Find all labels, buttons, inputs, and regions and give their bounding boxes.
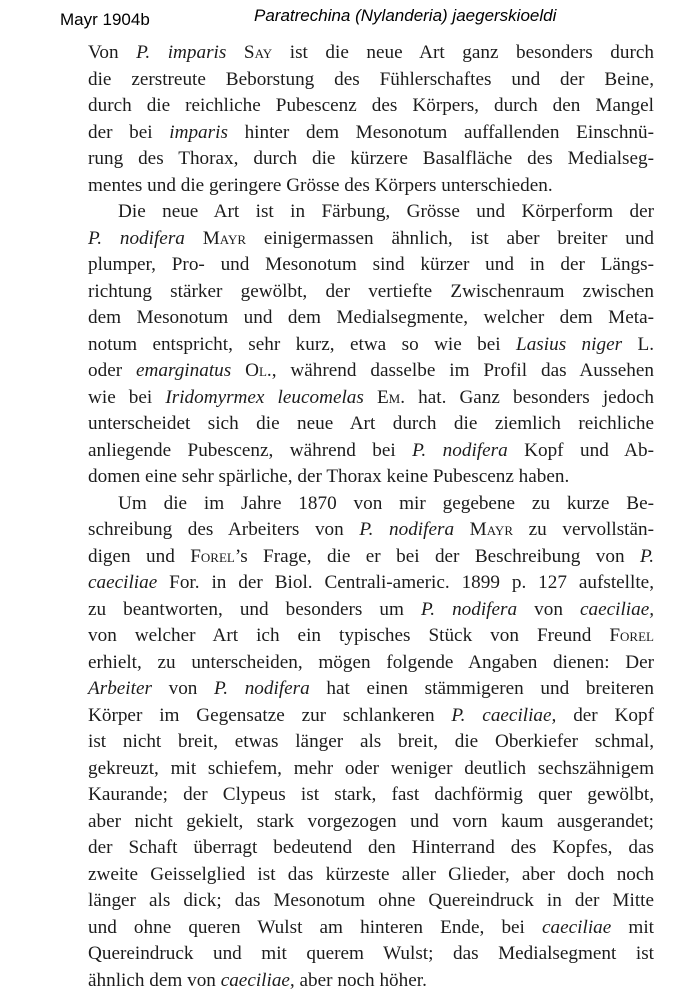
text-run: mit bbox=[611, 917, 654, 938]
text-line bbox=[88, 809, 654, 836]
small-caps-text: Forel bbox=[609, 625, 654, 646]
italic-text: caeciliae, bbox=[221, 970, 295, 991]
text-line bbox=[88, 862, 654, 889]
italic-text: emarginatus bbox=[136, 360, 231, 381]
text-run: Die neue Art ist in Färbung, Grösse und Körperform der bbox=[118, 201, 654, 222]
text-line bbox=[88, 915, 654, 942]
text-run: von bbox=[517, 599, 580, 620]
italic-text: P. nodifera bbox=[359, 519, 454, 540]
text-line bbox=[88, 597, 654, 624]
text-run: zweite Geisselglied ist das kürzeste aller Glieder, aber doch noch bbox=[88, 864, 654, 885]
text-line bbox=[88, 385, 654, 412]
italic-text: P. nodifera bbox=[412, 440, 508, 461]
text-run: ist die neue Art ganz besonders durch bbox=[272, 42, 654, 63]
text-run: Körper im Gegensatze zur schlankeren bbox=[88, 705, 451, 726]
text-run: zu vervollstän- bbox=[513, 519, 654, 540]
text-run: der Kopf bbox=[556, 705, 654, 726]
text-line bbox=[88, 888, 654, 915]
small-caps-text: Mayr bbox=[470, 519, 513, 540]
text-line bbox=[88, 491, 654, 518]
text-line bbox=[88, 782, 654, 809]
text-line bbox=[88, 305, 654, 332]
italic-text: Iridomyrmex leucomelas bbox=[165, 387, 364, 408]
text-run: und ohne queren Wulst am hinteren Ende, bei bbox=[88, 917, 542, 938]
text-run: aber noch höher. bbox=[295, 970, 427, 991]
text-line bbox=[88, 279, 654, 306]
text-line bbox=[88, 756, 654, 783]
text-run: rung des Thorax, durch die kürzere Basalfläche des Medialseg- bbox=[88, 148, 654, 169]
text-run: oder bbox=[88, 360, 136, 381]
text-line bbox=[88, 67, 654, 94]
small-caps-text: Em. bbox=[377, 387, 405, 408]
text-run: der Schaft überragt bedeutend den Hinterrand des Kopfes, das bbox=[88, 837, 654, 858]
text-run: von welcher Art ich ein typisches Stück von Freund bbox=[88, 625, 609, 646]
text-line bbox=[88, 570, 654, 597]
text-line bbox=[88, 968, 654, 994]
small-caps-text: Say bbox=[244, 42, 272, 63]
text-run: länger als dick; das Mesonotum ohne Quereindruck in der Mitte bbox=[88, 890, 654, 911]
text-line bbox=[88, 199, 654, 226]
text-run: aber nicht gekielt, stark vorgezogen und vorn kaum ausgerandet; bbox=[88, 811, 654, 832]
text-line bbox=[88, 93, 654, 120]
text-line bbox=[88, 226, 654, 253]
text-run: ist nicht breit, etwas länger als breit, die Oberkiefer schmal, bbox=[88, 731, 654, 752]
text-line bbox=[88, 544, 654, 571]
text-line bbox=[88, 623, 654, 650]
italic-text: caeciliae bbox=[542, 917, 611, 938]
text-line bbox=[88, 146, 654, 173]
text-run: L. bbox=[622, 334, 654, 355]
text-run: einigermassen ähnlich, ist aber breiter und bbox=[246, 228, 654, 249]
italic-text: P. bbox=[640, 546, 654, 567]
text-run: , während dasselbe im Profil das Aussehen bbox=[272, 360, 654, 381]
text-run: Quereindruck und mit querem Wulst; das Medialsegment ist bbox=[88, 943, 654, 964]
italic-text: P. caeciliae, bbox=[451, 705, 556, 726]
text-run: plumper, Pro- und Mesonotum sind kürzer und in der Längs- bbox=[88, 254, 654, 275]
text-line bbox=[88, 411, 654, 438]
text-line bbox=[88, 729, 654, 756]
citation-label: Mayr 1904b bbox=[60, 10, 150, 30]
text-run: schreibung des Arbeiters von bbox=[88, 519, 359, 540]
text-run: zu beantworten, und besonders um bbox=[88, 599, 421, 620]
text-run: ’s Frage, die er bei der Beschreibung von bbox=[235, 546, 640, 567]
text-run: hat. Ganz besonders jedoch bbox=[405, 387, 654, 408]
text-run bbox=[454, 519, 470, 540]
text-line bbox=[88, 650, 654, 677]
text-run: von bbox=[152, 678, 214, 699]
text-run: hat einen stämmigeren und breiteren bbox=[310, 678, 654, 699]
small-caps-text: Mayr bbox=[203, 228, 246, 249]
text-line bbox=[88, 120, 654, 147]
text-run: erhielt, zu unterscheiden, mögen folgende Angaben dienen: Der bbox=[88, 652, 654, 673]
text-run: digen und bbox=[88, 546, 190, 567]
text-run: ähnlich dem von bbox=[88, 970, 221, 991]
text-run: richtung stärker gewölbt, der vertiefte Zwischenraum zwischen bbox=[88, 281, 654, 302]
text-line bbox=[88, 941, 654, 968]
text-line bbox=[88, 703, 654, 730]
text-run: mentes und die geringere Grösse des Körpers unterschieden. bbox=[88, 175, 553, 196]
text-line bbox=[88, 464, 654, 491]
text-run: Von bbox=[88, 42, 136, 63]
italic-text: P. imparis bbox=[136, 42, 226, 63]
text-run: unterscheidet sich die neue Art durch die ziemlich reichliche bbox=[88, 413, 654, 434]
text-line bbox=[88, 173, 654, 200]
text-run: wie bei bbox=[88, 387, 165, 408]
text-run: der bei bbox=[88, 122, 169, 143]
text-run: gekreuzt, mit schiefem, mehr oder weniger deutlich sechszähnigem bbox=[88, 758, 654, 779]
italic-text: Arbeiter bbox=[88, 678, 152, 699]
text-line bbox=[88, 252, 654, 279]
text-run: For. in der Biol. Centrali-americ. 1899 p. 127 aufstellte, bbox=[157, 572, 654, 593]
text-run: Kopf und Ab- bbox=[508, 440, 654, 461]
italic-text: P. nodifera bbox=[214, 678, 310, 699]
italic-text: P. nodifera bbox=[421, 599, 517, 620]
italic-text: caeciliae bbox=[88, 572, 157, 593]
italic-text: imparis bbox=[169, 122, 228, 143]
small-caps-text: Forel bbox=[190, 546, 235, 567]
text-run: anliegende Pubescenz, während bei bbox=[88, 440, 412, 461]
text-run: dem Mesonotum und dem Medialsegmente, welcher dem Meta- bbox=[88, 307, 654, 328]
italic-text: caeciliae, bbox=[580, 599, 654, 620]
body-text bbox=[88, 40, 654, 994]
text-run bbox=[364, 387, 377, 408]
small-caps-text: Ol. bbox=[245, 360, 272, 381]
text-run bbox=[231, 360, 245, 381]
text-line bbox=[88, 517, 654, 544]
species-title: Paratrechina (Nylanderia) jaegerskioeldi bbox=[254, 6, 556, 26]
text-line bbox=[88, 676, 654, 703]
text-run: domen eine sehr spärliche, der Thorax keine Pubescenz haben. bbox=[88, 466, 569, 487]
text-run: Kaurande; der Clypeus ist stark, fast dachförmig quer gewölbt, bbox=[88, 784, 654, 805]
text-line bbox=[88, 40, 654, 67]
text-run: die zerstreute Beborstung des Fühlerschaftes und der Beine, bbox=[88, 69, 654, 90]
text-line bbox=[88, 835, 654, 862]
italic-text: Lasius niger bbox=[516, 334, 622, 355]
text-run bbox=[185, 228, 203, 249]
text-line bbox=[88, 332, 654, 359]
italic-text: P. nodifera bbox=[88, 228, 185, 249]
text-line bbox=[88, 358, 654, 385]
text-run bbox=[226, 42, 244, 63]
text-run: hinter dem Mesonotum auffallenden Einschnü- bbox=[228, 122, 654, 143]
text-run: notum entspricht, sehr kurz, etwa so wie bei bbox=[88, 334, 516, 355]
text-line bbox=[88, 438, 654, 465]
text-run: durch die reichliche Pubescenz des Körpers, durch den Mangel bbox=[88, 95, 654, 116]
text-run: Um die im Jahre 1870 von mir gegebene zu kurze Be- bbox=[118, 493, 654, 514]
